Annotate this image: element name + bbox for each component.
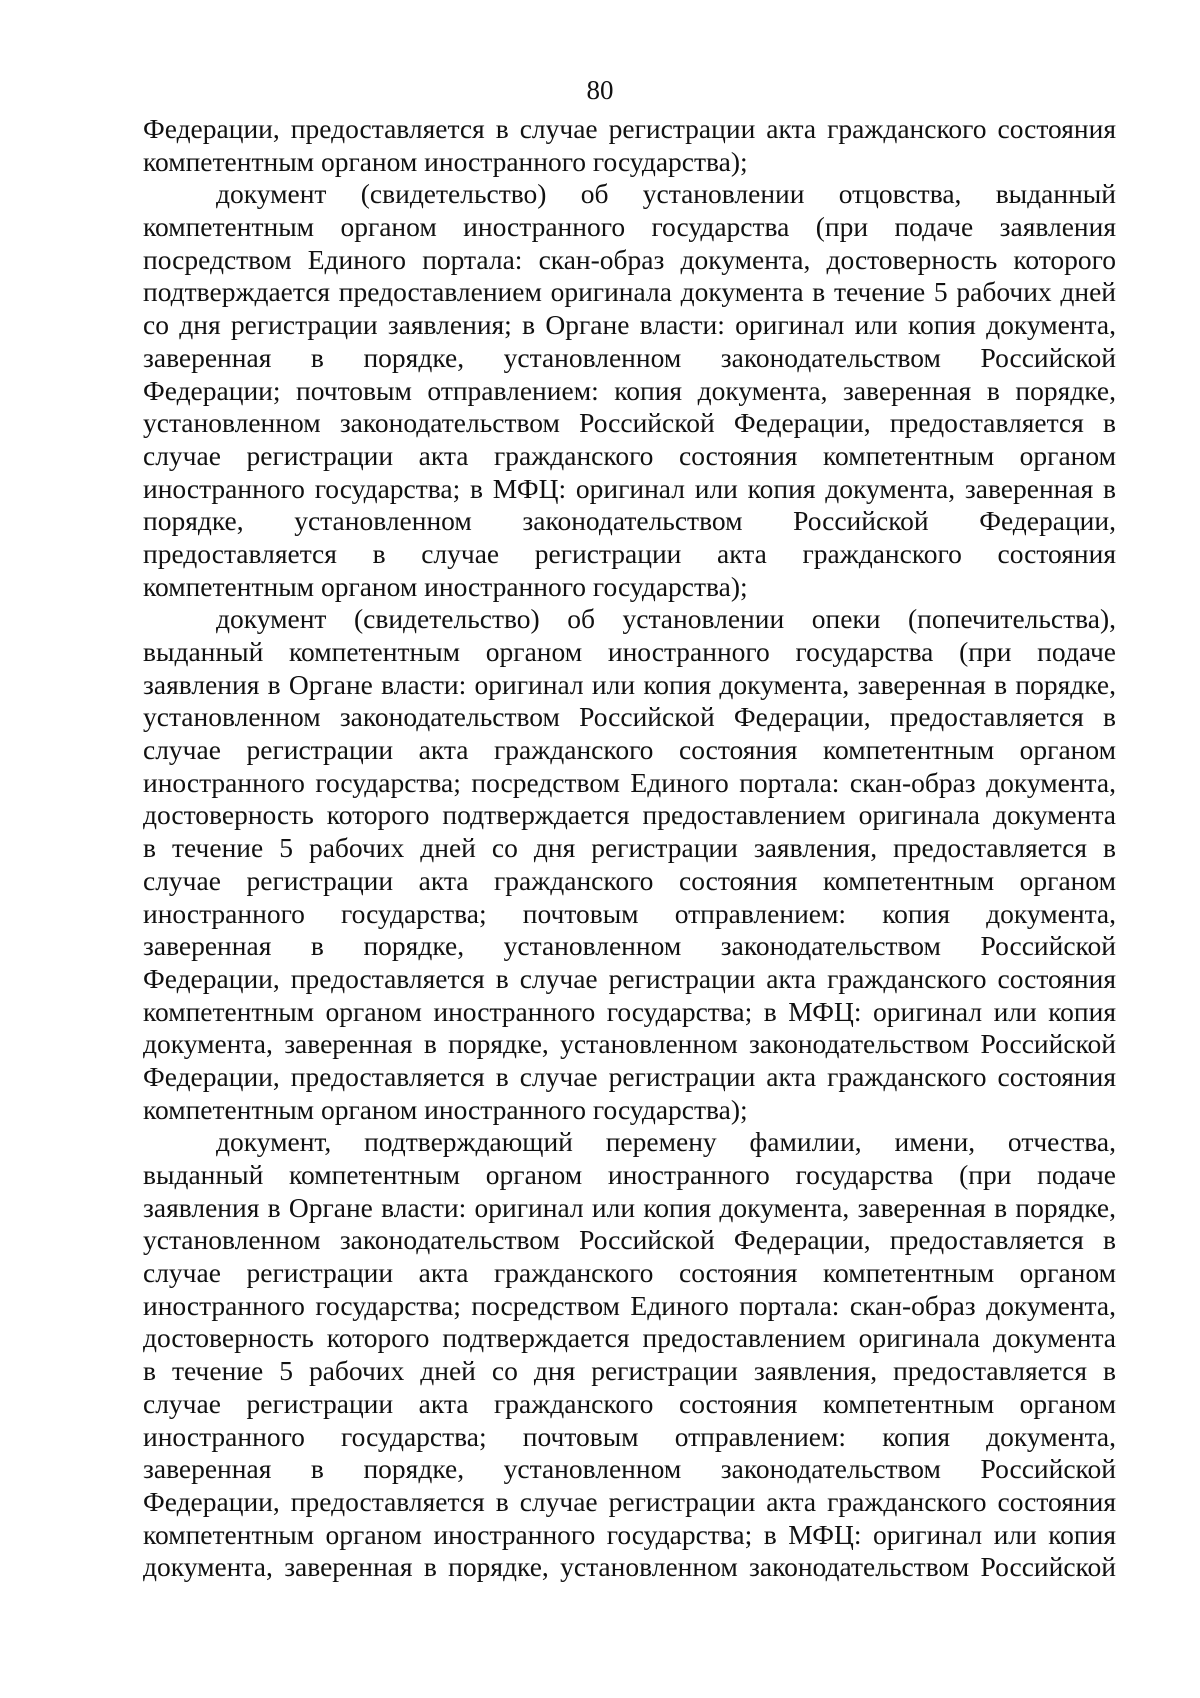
text-line: случае регистрации акта гражданского состояния компетентным органом xyxy=(143,1387,1116,1419)
text-line: документ, подтверждающий перемену фамилии, имени, отчества, xyxy=(216,1126,1116,1158)
text-line: выданный компетентным органом иностранного государства (при подаче xyxy=(143,636,1116,667)
text-line: установленном законодательством Российской Федерации, предоставляется в xyxy=(143,1224,1116,1256)
text-line: предоставляется в случае регистрации акта гражданского состояния xyxy=(143,537,1116,569)
text-line: заверенная в порядке, установленном законодательством Российской xyxy=(143,1453,1116,1485)
text-line: случае регистрации акта гражданского состояния компетентным органом xyxy=(143,734,1116,766)
page-number: 80 xyxy=(586,75,614,105)
text-line: документ (свидетельство) об установлении отцовства, выданный xyxy=(216,178,1116,210)
text-line: достоверность которого подтверждается предоставлением оригинала документа xyxy=(143,799,1116,831)
text-line: иностранного государства; в МФЦ: оригинал или копия документа, заверенная в xyxy=(143,472,1116,504)
text-line: в течение 5 рабочих дней со дня регистрации заявления, предоставляется в xyxy=(143,1355,1116,1387)
text-line: документа, заверенная в порядке, установленном законодательством Российской xyxy=(143,1028,1116,1060)
text-line: иностранного государства; почтовым отправлением: копия документа, xyxy=(143,897,1116,929)
text-line: компетентным органом иностранного государства); xyxy=(143,1093,748,1125)
text-line: заверенная в порядке, установленном законодательством Российской xyxy=(143,341,1116,373)
text-line: порядке, установленном законодательством Российской Федерации, xyxy=(143,505,1116,537)
text-line: компетентным органом иностранного государства); xyxy=(143,570,748,602)
text-line: компетентным органом иностранного государства); xyxy=(143,145,748,177)
text-line: случае регистрации акта гражданского состояния компетентным органом xyxy=(143,439,1116,471)
text-line: случае регистрации акта гражданского состояния компетентным органом xyxy=(143,864,1116,896)
text-line: иностранного государства; посредством Единого портала: скан-образ документа, xyxy=(143,1289,1116,1321)
text-line: компетентным органом иностранного государства; в МФЦ: оригинал или копия xyxy=(143,1518,1116,1550)
text-line: Федерации, предоставляется в случае регистрации акта гражданского состояния xyxy=(143,113,1116,144)
text-line: в течение 5 рабочих дней со дня регистрации заявления, предоставляется в xyxy=(143,832,1116,864)
text-line: посредством Единого портала: скан-образ документа, достоверность которого xyxy=(143,243,1116,275)
text-line: Федерации, предоставляется в случае регистрации акта гражданского состояния xyxy=(143,1060,1116,1092)
text-line: заявления в Органе власти: оригинал или копия документа, заверенная в порядке, xyxy=(143,1191,1116,1223)
text-line: заверенная в порядке, установленном законодательством Российской xyxy=(143,930,1116,962)
text-line: Федерации; почтовым отправлением: копия документа, заверенная в порядке, xyxy=(143,374,1116,406)
text-line: Федерации, предоставляется в случае регистрации акта гражданского состояния xyxy=(143,1485,1116,1517)
text-line: случае регистрации акта гражданского состояния компетентным органом xyxy=(143,1257,1116,1289)
text-line: установленном законодательством Российской Федерации, предоставляется в xyxy=(143,701,1116,733)
text-line: документа, заверенная в порядке, установленном законодательством Российской xyxy=(143,1551,1116,1583)
text-line: Федерации, предоставляется в случае регистрации акта гражданского состояния xyxy=(143,962,1116,994)
text-line: выданный компетентным органом иностранного государства (при подаче xyxy=(143,1159,1116,1190)
text-line: компетентным органом иностранного государства; в МФЦ: оригинал или копия xyxy=(143,995,1116,1027)
text-line: документ (свидетельство) об установлении опеки (попечительства), xyxy=(216,603,1116,635)
text-line: достоверность которого подтверждается предоставлением оригинала документа xyxy=(143,1322,1116,1354)
text-line: со дня регистрации заявления; в Органе власти: оригинал или копия документа, xyxy=(143,309,1116,341)
text-line: установленном законодательством Российской Федерации, предоставляется в xyxy=(143,407,1116,439)
text-line: иностранного государства; почтовым отправлением: копия документа, xyxy=(143,1420,1116,1452)
text-line: заявления в Органе власти: оригинал или копия документа, заверенная в порядке, xyxy=(143,668,1116,700)
document-body xyxy=(143,113,1116,1584)
text-line: подтверждается предоставлением оригинала документа в течение 5 рабочих дней xyxy=(143,276,1116,308)
text-line: иностранного государства; посредством Единого портала: скан-образ документа, xyxy=(143,766,1116,798)
text-line: компетентным органом иностранного государства (при подаче заявления xyxy=(143,211,1116,243)
